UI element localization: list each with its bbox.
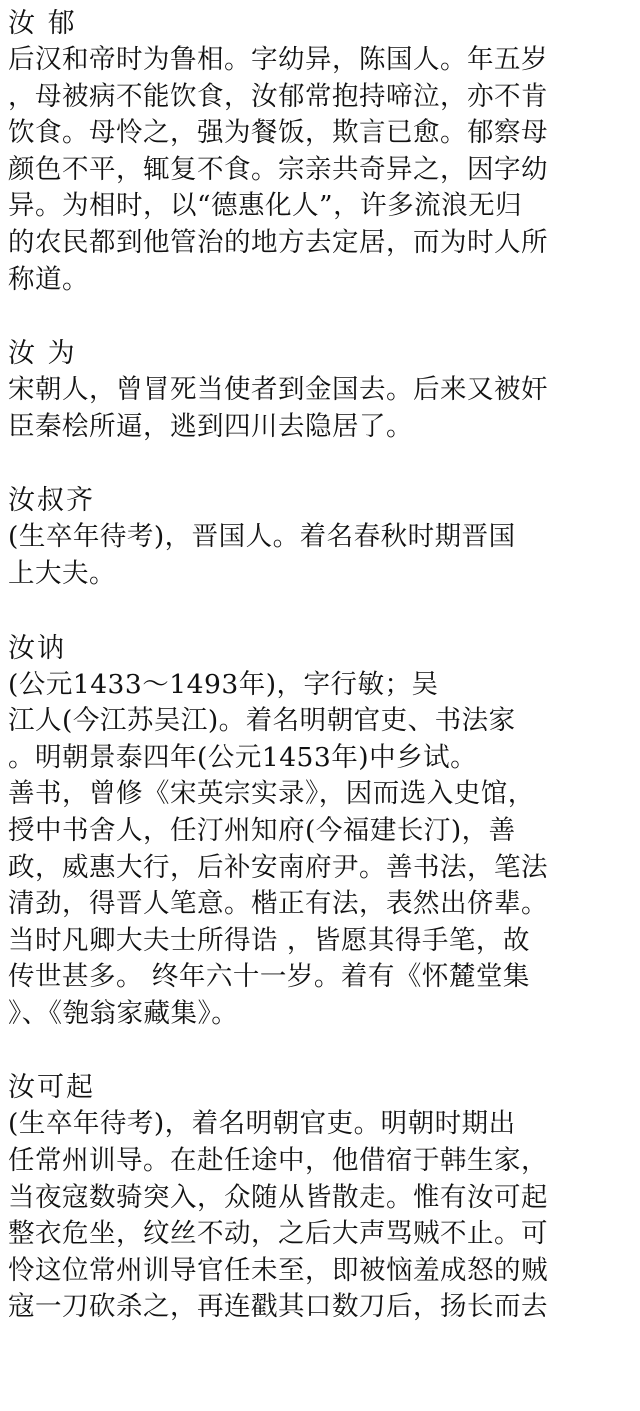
text-line: ，母被病不能饮食，汝郁常抱持啼泣，亦不肯 — [8, 80, 548, 112]
text-line: 当时凡卿大夫士所得诰 ，皆愿其得手笔，故 — [8, 924, 530, 956]
text-line: 》、《匏翁家藏集》。 — [8, 997, 239, 1029]
entry-name: 汝 郁 — [8, 8, 77, 39]
text-line: 善书，曾修《宋英宗实录》，因而选入史馆， — [8, 778, 535, 810]
text-line: 江人(今江苏吴江)。着名明朝官吏、书法家 — [8, 705, 516, 737]
entry-name: 汝可起 — [8, 1072, 95, 1104]
text-line: 寇一刀砍杀之，再连戳其口数刀后，扬长而去 — [8, 1291, 548, 1323]
text-line: 清劲，得晋人笔意。楷正有法，表然出侪辈。 — [8, 888, 548, 920]
text-line: 。明朝景泰四年(公元1453年)中乡试。 — [8, 741, 478, 773]
text-line: 后汉和帝时为鲁相。字幼异，陈国人。年五岁 — [8, 44, 548, 75]
text-line: 传世甚多。 终年六十一岁。着有《怀麓堂集 — [8, 961, 530, 993]
text-line: 任常州训导。在赴任途中，他借宿于韩生家， — [8, 1145, 548, 1177]
text-line: 当夜寇数骑突入，众随从皆散走。惟有汝可起 — [8, 1181, 548, 1213]
text-line: 颜色不平，辄复不食。宗亲共奇异之，因字幼 — [8, 153, 548, 185]
text-line: 上大夫。 — [8, 557, 116, 589]
entry-ru-shuqi — [8, 483, 632, 592]
entry-ru-wei — [8, 336, 632, 445]
text-line: 饮食。母怜之，强为餐饭，欺言已愈。郁察母 — [8, 117, 548, 149]
text-line: 整衣危坐，纹丝不动，之后大声骂贼不止。可 — [8, 1218, 548, 1250]
text-line: 宋朝人，曾冒死当使者到金国去。后来又被奸 — [8, 374, 548, 406]
text-line: 政，威惠大行，后补安南府尹。善书法，笔法 — [8, 851, 548, 883]
text-line: 臣秦桧所逼，逃到四川去隐居了。 — [8, 410, 413, 442]
entry-name: 汝讷 — [8, 632, 66, 664]
text-line: 授中书舍人，任汀州知府(今福建长汀)，善 — [8, 814, 516, 846]
text-line: (生卒年待考)，晋国人。着名春秋时期晋国 — [8, 521, 516, 553]
text-line: 怜这位常州训导官任未至，即被恼羞成怒的贼 — [8, 1254, 548, 1286]
text-line: 称道。 — [8, 263, 89, 295]
entry-name: 汝 为 — [8, 338, 77, 370]
entry-ru-keqi — [8, 1070, 632, 1326]
entry-ru-yu — [8, 6, 632, 298]
entry-name: 汝叔齐 — [8, 485, 95, 517]
text-line: (公元1433～1493年)，字行敏；吴 — [8, 668, 439, 700]
text-line: 的农民都到他管治的地方去定居，而为时人所 — [8, 226, 548, 258]
text-line: (生卒年待考)，着名明朝官吏。明朝时期出 — [8, 1108, 516, 1140]
text-line: 异。为相时，以“德惠化人”，许多流浪无归 — [8, 190, 523, 222]
entry-ru-ne — [8, 631, 632, 1033]
